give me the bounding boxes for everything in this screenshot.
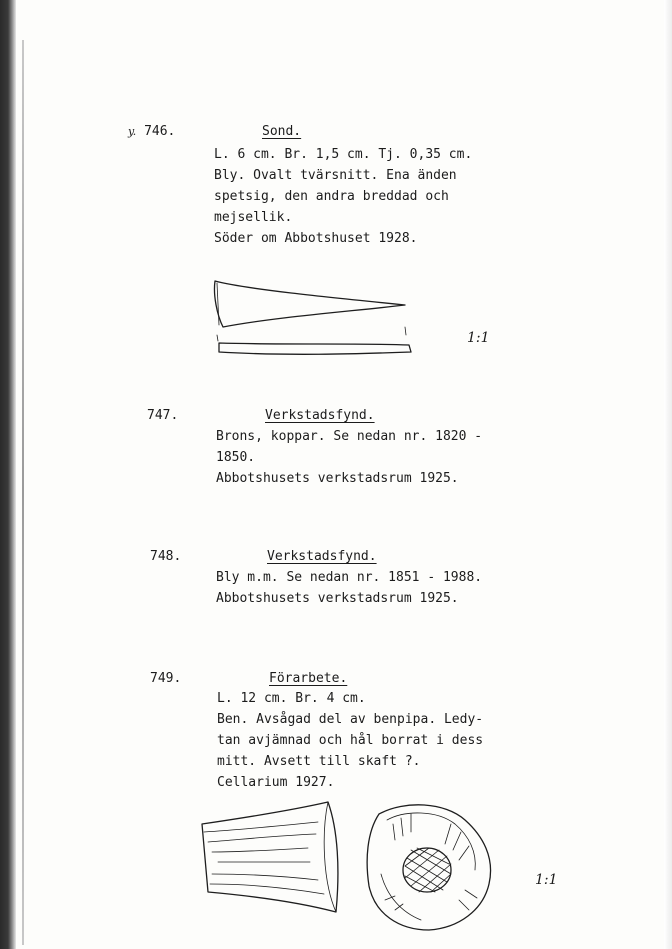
bone-line <box>204 822 318 832</box>
binder-edge <box>0 0 16 949</box>
entry-747-line: Abbotshusets verkstadsrum 1925. <box>216 471 459 486</box>
entry-749-line: mitt. Avsett till skaft ?. <box>217 754 421 769</box>
entry-747-line: 1850. <box>216 450 256 465</box>
entry-746-title: Sond. <box>262 124 302 139</box>
bone-line <box>212 874 318 880</box>
entry-749-line: L. 12 cm. Br. 4 cm. <box>217 691 366 706</box>
entry-749-scale: 1:1 <box>535 872 558 888</box>
bone-end-hatching <box>393 814 469 860</box>
bone-line <box>210 884 324 894</box>
entry-746-line: Söder om Abbotshuset 1928. <box>214 231 418 246</box>
entry-747-line: Brons, koppar. Se nedan nr. 1820 - <box>216 429 483 444</box>
entry-749-line: Ben. Avsågad del av benpipa. Ledy- <box>217 712 484 727</box>
bone-end-inner <box>387 813 475 870</box>
entry-746-prefix: y. <box>128 125 137 138</box>
entry-748-number: 748. <box>150 549 182 564</box>
entry-747-title: Verkstadsfynd. <box>265 408 375 423</box>
sond-mark <box>405 327 406 335</box>
margin-line <box>22 40 24 945</box>
sond-mark <box>217 335 218 341</box>
bone-line <box>212 848 308 852</box>
entry-749-line: tan avjämnad och hål borrat i dess <box>217 733 484 748</box>
sond-side-view <box>219 343 411 354</box>
bone-line <box>208 834 316 842</box>
entry-749-line: Cellarium 1927. <box>217 775 335 790</box>
entry-746-number <box>128 124 175 139</box>
sond-top-view <box>214 281 405 327</box>
entry-746-line: mejsellik. <box>214 210 293 225</box>
entry-747-body <box>216 426 482 489</box>
sond-end-edge <box>217 283 219 325</box>
entry-746-line: L. 6 cm. Br. 1,5 cm. Tj. 0,35 cm. <box>214 147 473 162</box>
entry-746-line: spetsig, den andra breddad och <box>214 189 449 204</box>
sond-drawing <box>205 275 420 365</box>
bone-cut-edge <box>324 802 336 912</box>
entry-748-title: Verkstadsfynd. <box>267 549 377 564</box>
bone-end-outline <box>367 805 490 930</box>
entry-748-line: Bly m.m. Se nedan nr. 1851 - 1988. <box>216 570 483 585</box>
entry-749-number: 749. <box>150 671 182 686</box>
entry-749-title: Förarbete. <box>269 671 348 686</box>
entry-746-body <box>214 144 472 249</box>
entry-748-body <box>216 567 482 609</box>
entry-746-line: Bly. Ovalt tvärsnitt. Ena änden <box>214 168 457 183</box>
entry-746-number-text: 746. <box>144 124 176 139</box>
bone-shaft-drawing <box>198 800 348 920</box>
entry-746-scale: 1:1 <box>467 330 490 346</box>
entry-749-body <box>217 688 483 793</box>
bone-end-drawing <box>365 800 495 932</box>
entry-748-line: Abbotshusets verkstadsrum 1925. <box>216 591 459 606</box>
bone-outline <box>202 802 338 912</box>
entry-747-number: 747. <box>147 408 179 423</box>
page-edge <box>664 0 672 949</box>
